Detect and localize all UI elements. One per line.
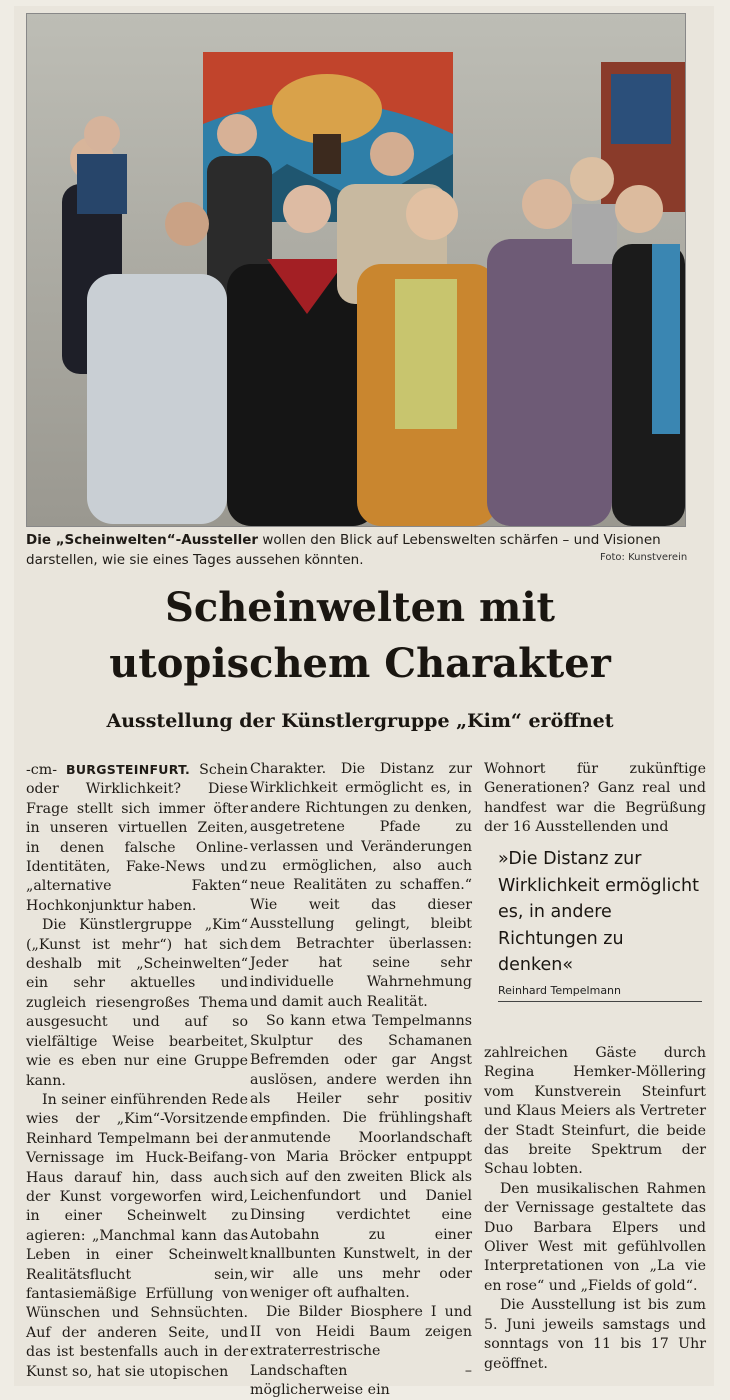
caption-text: wollen den Blick auf Lebenswelten schärfen – und Visionen darstellen, wie sie eines Tages aussehen könnten. xyxy=(26,532,661,568)
pull-quote-author: Reinhard Tempelmann xyxy=(498,984,702,1002)
article-paragraph: Den musikalischen Rahmen der Vernissage gestaltete das Duo Barbara Elpers und Oliver West mit gefühlvollen Interpretationen von „La vie en rose“ und „Fields of gold“. xyxy=(484,1180,706,1294)
article-column-3-top xyxy=(484,760,706,838)
pull-quote: »Die Distanz zur Wirklichkeit ermöglicht es, in andere Richtungen zu denken« xyxy=(498,849,699,975)
article-paragraph: Wohnort für zukünftige Generationen? Ganz real und handfest war die Begrüßung der 16 Ausstellenden und xyxy=(484,761,706,836)
photo-credit: Foto: Kunstverein xyxy=(600,552,688,563)
article-paragraph: In seiner einführenden Rede wies der „Kim“-Vorsitzende Reinhard Tempelmann bei der Vernissage im Huck-Beifang-Haus darauf hin, dass auch der Kunst vorgeworfen wird, in einer Scheinwelt zu agieren: „Manchmal kann das Leben in einer Scheinwelt Realitätsflucht sein, fantasiemäßige Erfüllung von Wünschen und Sehnsüchten. Auf der anderen Seite, und das ist bestenfalls auch in der Kunst so, hat sie utopischen xyxy=(26,1091,248,1380)
article-paragraph xyxy=(26,760,248,916)
dateline: BURGSTEINFURT. xyxy=(66,762,191,777)
headline xyxy=(20,580,700,692)
article-paragraph: So kann etwa Tempelmanns Skulptur des Schamanen Befremden oder gar Angst auslösen, andere werden ihn als Heiler sehr positiv empfinden. Die frühlingshaft anmutende Moorlandschaft von Maria Bröcker entpuppt sich auf den zweiten Blick als Leichenfundort und Daniel Dinsing verdichtet eine Autobahn zu einer knallbunten Kunstwelt, in der wir alle uns mehr oder weniger oft aufhalten. xyxy=(250,1013,472,1301)
article-paragraph: Charakter. Die Distanz zur Wirklichkeit ermöglicht es, in andere Richtungen zu denken, ausgetretene Pfade zu verlassen und Veränderungen zu ermöglichen, also auch neue Realitäten zu schaffen.“ Wie weit das dieser Ausstellung gelingt, bleibt dem Betrachter überlassen: Jeder hat seine sehr individuelle Wahrnehmung und damit auch Realität. xyxy=(250,761,472,1010)
photo-illustration xyxy=(27,14,685,526)
article-column-2 xyxy=(250,760,472,1400)
article-paragraph: zahlreichen Gäste durch Regina Hemker-Möllering vom Kunstverein Steinfurt und Klaus Meiers als Vertreter der Stadt Steinfurt, die beide das breite Spektrum der Schau lobten. xyxy=(484,1045,706,1178)
article-column-3-bottom xyxy=(484,1044,706,1374)
photo-caption xyxy=(26,530,686,570)
paragraph-text: Schein oder Wirklichkeit? Diese Frage stellt sich immer öfter in unseren virtuellen Zeiten, in denen falsche Online-Identitäten, Fake-News und „alternative Fakten“ Hochkonjunktur haben. xyxy=(26,762,248,914)
group-photo xyxy=(26,13,686,527)
headline-line-1: Scheinwelten mit xyxy=(164,584,556,631)
article-paragraph: Die Ausstellung ist bis zum 5. Juni jeweils samstags und sonntags von 11 bis 17 Uhr geöffnet. xyxy=(484,1297,706,1372)
headline-line-2: utopischem Charakter xyxy=(109,640,611,687)
caption-bold: Die „Scheinwelten“-Aussteller xyxy=(26,532,259,548)
subheadline: Ausstellung der Künstlergruppe „Kim“ eröffnet xyxy=(106,710,614,732)
article-paragraph: Die Bilder Biosphere I und II von Heidi Baum zeigen extraterrestrische Landschaften – möglicherweise ein xyxy=(250,1304,472,1398)
author-tag: -cm- xyxy=(26,762,67,778)
article-paragraph: Die Künstlergruppe „Kim“ („Kunst ist mehr“) hat sich deshalb mit „Scheinwelten“ ein sehr aktuelles und zugleich riesengroßes Thema ausgesucht und auf so vielfältige Weise bearbeitet, wie es eben nur eine Gruppe kann. xyxy=(26,917,248,1089)
article-column-1 xyxy=(26,760,248,1382)
